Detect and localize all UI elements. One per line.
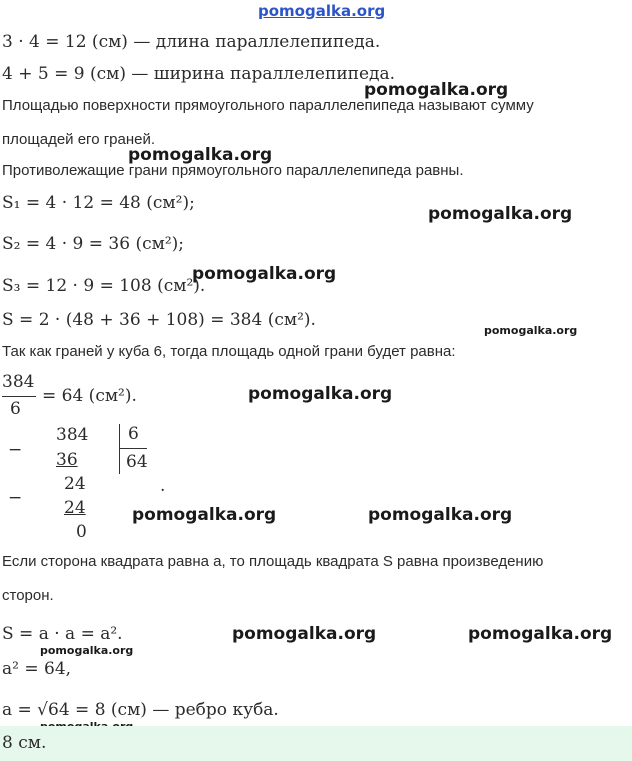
watermark: pomogalka.org — [364, 80, 509, 100]
s1-formula: S₁ = 4 · 12 = 48 (см²); — [2, 193, 195, 213]
watermark: pomogalka.org — [232, 624, 377, 644]
s3-formula: S₃ = 12 · 9 = 108 (см²). — [2, 276, 206, 296]
cube-faces-line: Так как граней у куба 6, тогда площадь одной грани будет равна: — [2, 343, 456, 360]
watermark-top[interactable]: pomogalka.org — [258, 2, 386, 20]
division-minus: − — [8, 488, 23, 508]
watermark: pomogalka.org — [192, 264, 337, 284]
a-squared-line: a² = 64, — [2, 659, 72, 679]
watermark: pomogalka.org — [248, 384, 393, 404]
definition-line-2: площадей его граней. — [2, 131, 156, 148]
watermark: pomogalka.org — [40, 644, 134, 657]
watermark: pomogalka.org — [368, 505, 513, 525]
division-vertical-line — [119, 424, 120, 474]
answer-text: 8 см. — [2, 733, 47, 753]
division-horizontal-line — [119, 448, 147, 449]
s2-formula: S₂ = 4 · 9 = 36 (см²); — [2, 234, 184, 254]
division-dividend: 384 — [56, 425, 89, 445]
watermark: pomogalka.org — [128, 145, 273, 165]
fraction-numerator: 384 — [2, 372, 35, 392]
division-subtrahend: 36 — [56, 450, 78, 470]
length-line: 3 · 4 = 12 (см) — длина параллелепипеда. — [2, 32, 381, 52]
definition-line-1: Площадью поверхности прямоугольного параллелепипеда называют сумму — [2, 97, 534, 114]
square-area-formula: S = a · a = a². — [2, 624, 123, 644]
width-line: 4 + 5 = 9 (см) — ширина параллелепипеда. — [2, 64, 396, 84]
square-line-1: Если сторона квадрата равна a, то площадь квадрата S равна произведению — [2, 553, 544, 570]
division-dot: . — [160, 476, 166, 496]
answer-box — [0, 726, 632, 761]
division-divisor: 6 — [128, 424, 139, 444]
edge-line: a = √64 = 8 (см) — ребро куба. — [2, 700, 279, 720]
fraction-result: = 64 (см²). — [42, 386, 137, 406]
division-quotient: 64 — [126, 452, 148, 472]
total-area-formula: S = 2 · (48 + 36 + 108) = 384 (см²). — [2, 310, 316, 330]
fraction-denominator: 6 — [10, 399, 21, 419]
fraction-bar — [2, 396, 36, 397]
division-zero: 0 — [76, 522, 87, 542]
opposite-faces-line: Противолежащие грани прямоугольного параллелепипеда равны. — [2, 162, 464, 179]
watermark: pomogalka.org — [484, 324, 578, 337]
division-remainder: 24 — [64, 474, 86, 494]
watermark: pomogalka.org — [132, 505, 277, 525]
watermark: pomogalka.org — [468, 624, 613, 644]
division-minus: − — [8, 440, 23, 460]
watermark: pomogalka.org — [428, 204, 573, 224]
square-line-2: сторон. — [2, 587, 54, 604]
division-subtrahend: 24 — [64, 498, 86, 518]
